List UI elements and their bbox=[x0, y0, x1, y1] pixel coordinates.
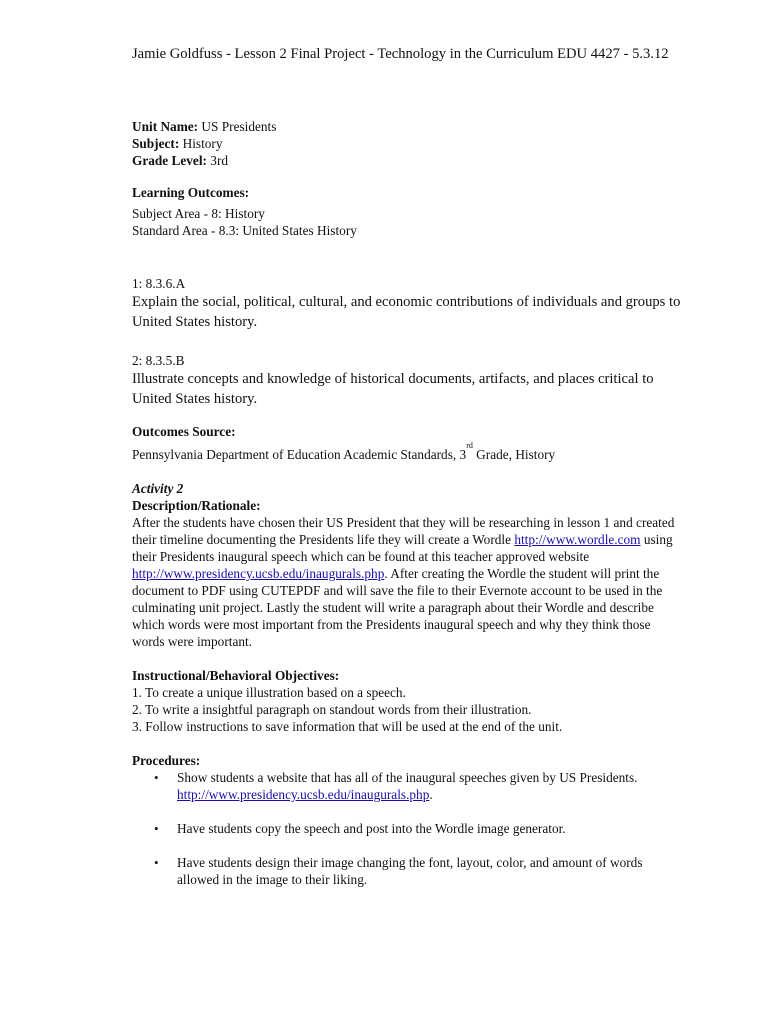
ordinal-superscript: rd bbox=[466, 441, 473, 450]
wordle-link[interactable]: http://www.wordle.com bbox=[514, 532, 641, 547]
description-part-1: After the students have chosen their US President that they will be researching in lesson 1 and created their timeline documenting the Presidents life they will create a Wordle bbox=[132, 515, 675, 547]
description-part-3: . After creating the Wordle the student will print the document to PDF using CUTEPDF and will save the file to their Evernote account to be used in the culminating unit project. Lastly the student will write a paragraph about their Wordle and describe which words were most important from the Presidents inaugural speech and why they think those words were important. bbox=[132, 566, 663, 649]
procedure-2-text: Have students copy the speech and post into the Wordle image generator. bbox=[177, 821, 566, 836]
subject-line bbox=[132, 135, 692, 152]
bullet-icon: • bbox=[154, 821, 159, 836]
grade-line bbox=[132, 152, 692, 169]
bullet-icon: • bbox=[154, 770, 159, 785]
presidency-link[interactable]: http://www.presidency.ucsb.edu/inaugurals.php bbox=[132, 566, 385, 581]
procedure-item bbox=[132, 820, 692, 837]
outcomes-source-heading: Outcomes Source: bbox=[132, 424, 236, 439]
procedure-item bbox=[132, 769, 692, 803]
unit-info bbox=[132, 118, 692, 169]
objective-item: 1. To create a unique illustration based on a speech. bbox=[132, 685, 406, 700]
outcome-2-code: 2: 8.3.5.B bbox=[132, 353, 185, 368]
grade-value: 3rd bbox=[206, 153, 229, 168]
objectives-heading: Instructional/Behavioral Objectives: bbox=[132, 668, 340, 683]
procedure-item bbox=[132, 854, 687, 888]
subject-area: Subject Area - 8: History bbox=[132, 206, 265, 221]
procedures-list bbox=[132, 769, 692, 888]
learning-outcomes-heading: Learning Outcomes: bbox=[132, 185, 250, 200]
procedures-heading: Procedures: bbox=[132, 753, 201, 768]
procedure-1-link[interactable]: http://www.presidency.ucsb.edu/inaugurals.php bbox=[177, 787, 430, 802]
procedure-1-text: Show students a website that has all of the inaugural speeches given by US Presidents. bbox=[177, 770, 638, 785]
procedure-1-end: . bbox=[429, 787, 433, 802]
activity-title: Activity 2 bbox=[132, 481, 184, 496]
subject-value: History bbox=[179, 136, 223, 151]
objective-item: 3. Follow instructions to save information that will be used at the end of the unit. bbox=[132, 719, 563, 734]
objective-item: 2. To write a insightful paragraph on standout words from their illustration. bbox=[132, 702, 532, 717]
unit-name-value: US Presidents bbox=[198, 119, 277, 134]
subject-label: Subject: bbox=[132, 136, 180, 151]
procedure-3-text: Have students design their image changing the font, layout, color, and amount of words allowed in the image to their liking. bbox=[177, 855, 643, 887]
unit-name-line bbox=[132, 118, 692, 135]
grade-label: Grade Level: bbox=[132, 153, 207, 168]
description-heading: Description/Rationale: bbox=[132, 498, 261, 513]
outcome-1-text: Explain the social, political, cultural, and economic contributions of individuals and groups to United States history. bbox=[132, 294, 681, 330]
description-part-2: using their Presidents inaugural speech which can be found at this teacher approved website bbox=[132, 532, 673, 564]
unit-name-label: Unit Name: bbox=[132, 119, 199, 134]
standard-area: Standard Area - 8.3: United States History bbox=[132, 223, 357, 238]
outcomes-source-before: Pennsylvania Department of Education Academic Standards, 3 bbox=[132, 447, 467, 462]
outcomes-source-after: Grade, History bbox=[472, 447, 556, 462]
outcome-2-text: Illustrate concepts and knowledge of historical documents, artifacts, and places critical to United States history. bbox=[132, 371, 654, 407]
outcome-1-code: 1: 8.3.6.A bbox=[132, 276, 186, 291]
outcomes-source-text bbox=[132, 441, 692, 465]
page-header: Jamie Goldfuss - Lesson 2 Final Project - Technology in the Curriculum EDU 4427 - 5.3.12 bbox=[132, 46, 669, 62]
document-page bbox=[132, 44, 692, 888]
description-paragraph bbox=[132, 514, 684, 650]
bullet-icon: • bbox=[154, 855, 159, 870]
